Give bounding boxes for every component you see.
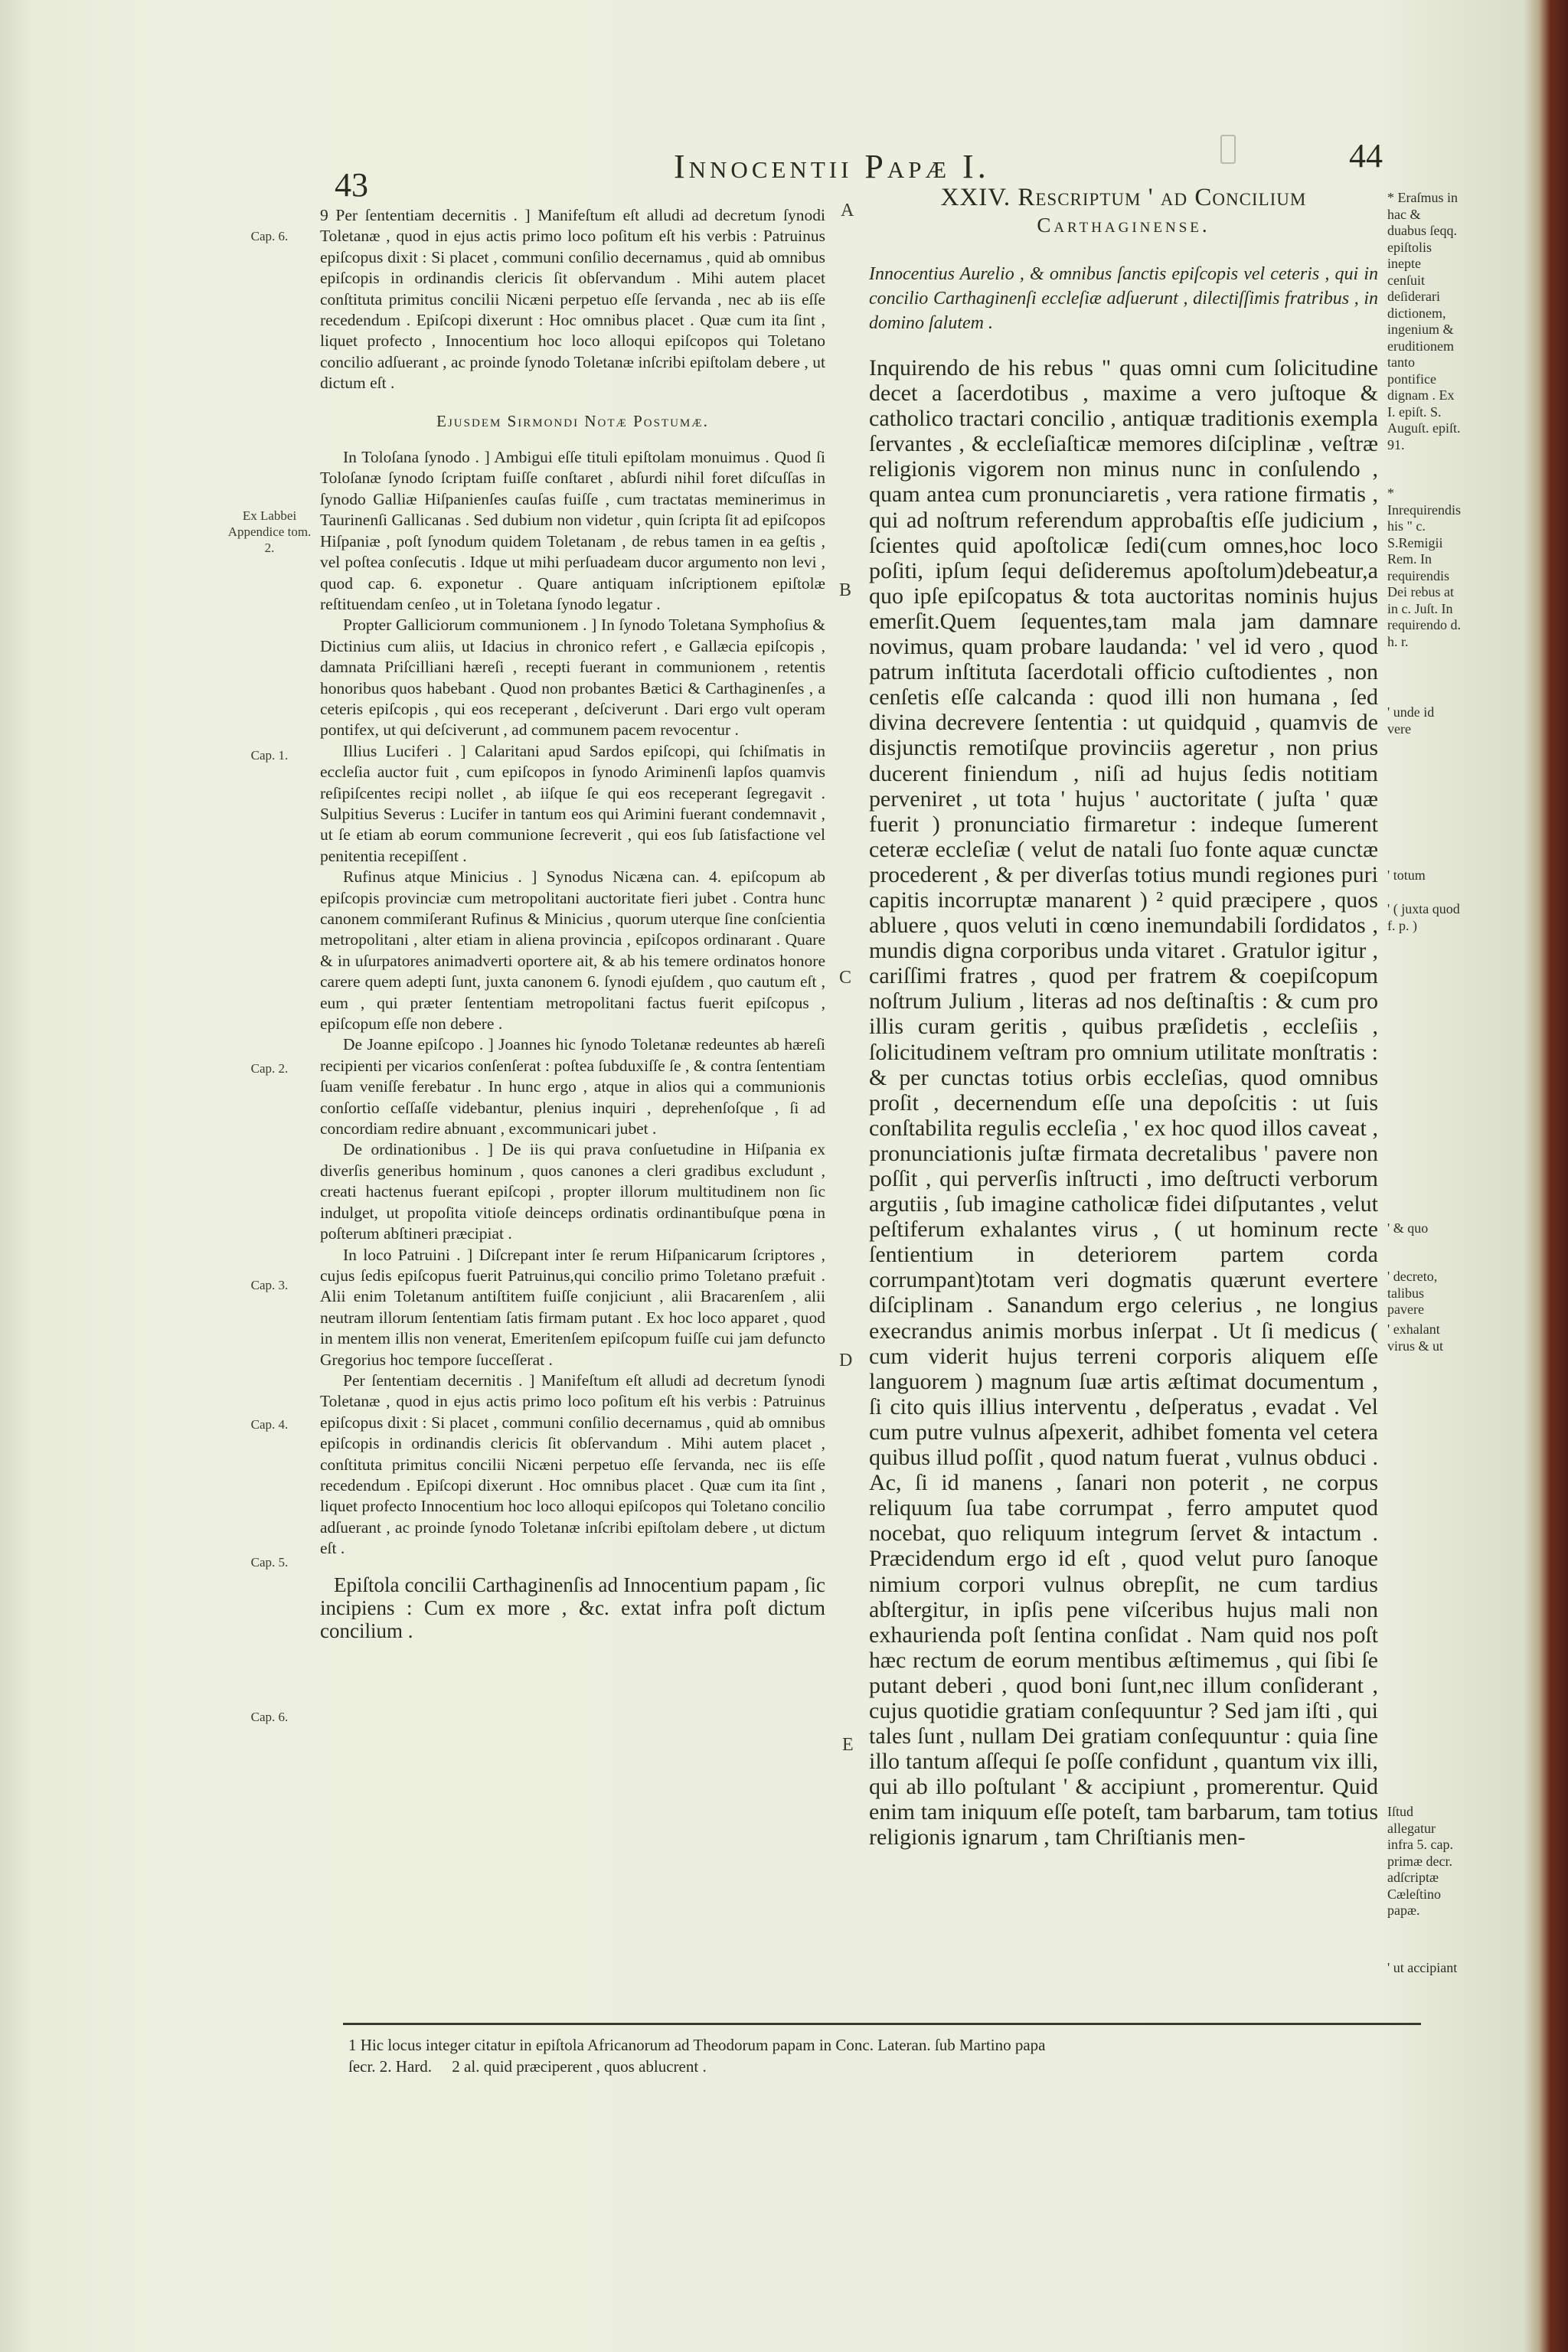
rescript-subtitle: Carthaginense. — [1037, 214, 1210, 237]
margin-cap-label: Cap. 5. — [250, 1555, 289, 1570]
margin-cap-label: Cap. 6. — [250, 1710, 289, 1724]
left-closing-paragraph: Epiſtola concilii Carthaginenſis ad Innocentium papam , ſic incipiens : Cum ex more , &c. extat infra poſt dictum concilium . — [320, 1573, 825, 1642]
rescript-body: Inquirendo de his rebus " quas omni cum ſolicitudine decet a ſacerdotibus , maxime a vero juſtoque & catholico tractari concilio , antiquæ traditionis exempla ſervantes , & eccleſiaſticæ memores diſciplinæ , veſtræ religionis vigorem non minus nunc in conſulendo , quam antea cum pronunciaretis , vera ratione firmatis , qui ad noſtrum referendum approbaſtis eſſe judicium , ſcientes quid apoſtolicæ ſedi(cum omnes,hoc loco poſiti, ipſum ſequi deſideremus apoſtolum)debeatur,a quo ipſe epiſcopatus & tota auctoritas nominis hujus emerſit.Quem ſequentes,tam mala jam damnare novimus, quam probare laudanda: ' vel id vero , quod patrum inſtituta ſacerdotali officio cuſtodientes , non cenſetis eſſe calcanda : quod illi non humana , ſed divina decrevere ſententia : ut quidquid , quamvis de disjunctis remotiſque provinciis ageretur , non prius ducerent finiendum , niſi ad hujus ſedis notitiam perveniret , ut tota ' hujus ' auctoritate ( juſta ' quæ fuerit ) pronunciatio firmaretur : indeque ſumerent ceteræ eccleſiæ ( velut de natali ſuo fonte aquæ cunctæ procederent , & per diverſas totius mundi regiones puri capitis incorruptæ manarent ) ² quid præcipere , quos abluere , quos veluti in cœno inemundabili ſordidatos , mundis digna corporibus unda vitaret . Gratulor igitur , cariſſimi fratres , quod per fratrem & coepiſcopum noſtrum Julium , literas ad nos deſtinaſtis : & cum pro illis curam geritis , quibus præſidetis , eccleſiis , ſolicitudinem veſtram pro omnium utilitate monſtratis : & per cunctas totius orbis eccleſias, quod omnibus proſit , decernendum eſſe una depoſcitis : ut ſuis conſtabilita regulis eccleſia , ' ex hoc quod illos caveat , pronunciationis juſtæ firmata decretalibus ' pavere non poſſit , qui perverſis inſtructi , imo deſtructi verborum argutiis , ſub imagine catholicæ fidei diſputantes , velut peſtiferum exhalantes virus , ( ut hominum recte ſentientium in deteriorem partem corda corrumpant)totam veri dogmatis quærunt evertere diſciplinam . Sanandum ergo celerius , ne longius execrandus animis morbus inſerpat . Ut ſi medicus ( cum viderit hujus terreni corporis aliquem eſſe languorem ) magnum ſuæ artis æſtimat documentum , ſi cito quis illius interventu , deſperatus , evadat . Vel cum putre vulnus aſpexerit, adhibet fomenta vel cetera quibus illud poſſit , quod natum fuerat , vulnus obduci . Ac, ſi id manens , ſanari non poterit , ne corpus reliquum ſua tabe corrumpat , ferro amputet quod nocebat, quo reliquum integrum ſervet & intactum . Præcidendum ergo id eſt , quod velut puro ſanoque nimium corpori vulnus obrepſit, ne cum tardius abſtergitur, in ipſis pene viſceribus hujus mali non exhaurienda poſt ſentina conſidat . Nam quid nos poſt hæc rectum de eorum mentibus æſtimemus , qui ſibi ſe putant deberi , quod boni ſunt,nec illum conſiderant , cujus quotidie gratiam conſequuntur ? Sed jam iſti , qui tales ſunt , nullam Dei gratiam conſequuntur : quia ſine illo tantum aſſequi ſe poſſe confidunt , quantum vix illi, qui ab illo poſtulant ' & accipiunt , promerentur. Quid enim tam iniquum eſſe poteſt, tam barbarum, tam totius religionis ignarum , tam Chriſtianis men- — [869, 355, 1378, 1851]
gutter-letter-c: C — [839, 968, 852, 988]
page-number-right: 44 — [1349, 137, 1383, 175]
page-number-left: 43 — [335, 166, 368, 204]
left-notes-list — [320, 447, 825, 1560]
margin-cap-label: Cap. 1. — [250, 748, 289, 763]
left-note-2: Propter Galliciorum communionem . ] In ſynodo Toletana Symphoſius & Dictinius cum aliis, ut Idacius in chronico refert , e Gallæcia epiſcopis , damnata Priſcilliani hæreſi , recepti fuerant in communionem , retentis honoribus quos habebant . Quod non probantes Bætici & Carthaginenſes , a ceteris epiſcopis , qui eos receperant , deſciverunt . Dari ergo vult operam pontifex, ut qui deſciverunt , ad communem pacem revocentur . — [320, 616, 825, 740]
right-margin-note: ' totum — [1387, 867, 1426, 883]
margin-cap-label: Cap. 3. — [250, 1278, 289, 1292]
left-note-4: Rufinus atque Minicius . ] Synodus Nicæna can. 4. epiſcopum ab epiſcopis provinciæ cum metropolitani auctoritate fieri jubet . Contra hunc canonem commiſerant Rufinus & Minicius , quorum uterque ſine conſcientia metropolitani , alter etiam in aliena provincia , epiſcopos ordinarant . Quare & in uſurpatores animadverti oportere ait, & ab his temere ordinatos honore carere quem adepti ſunt, juxta canonem 6. ſynodi ejuſdem , quo cautum eſt , eum , qui præter ſententiam metropolitani factus fuerit epiſcopus , epiſcopum eſſe non debere . — [320, 867, 825, 1034]
right-margin-note: ' exhalant virus & ut — [1387, 1321, 1444, 1354]
left-note-7: In loco Patruini . ] Diſcrepant inter ſe rerum Hiſpanicarum ſcriptores , cujus ſedis epiſcopus fuerit Patruinus,qui concilio primo Toletano præfuit . Alii enim Toletanum antiſtitem fuiſſe conjiciunt , alii Bracarenſem , alii neutram illorum ſententiam ſatis firmam putant . Ex hoc loco apparet , quod in mentem illis non venerat, Emeritenſem epiſcopum fuiſſe cui jam defuncto Gregorius hoc tempore ſucceſſerat . — [320, 1245, 825, 1369]
rescript-title: XXIV. Rescriptum ' ad Concilium — [940, 184, 1307, 211]
section-heading: Ejusdem Sirmondi Notæ Postumæ. — [436, 411, 709, 430]
running-header-title: Innocentii Papæ I. — [674, 148, 990, 185]
ornament-mark — [1220, 135, 1236, 164]
right-margin-note: * Inrequirendis his " c. S.Remigii Rem. In requirendis Dei rebus at in c. Juſt. In requirendo d. h. r. — [1387, 485, 1461, 649]
gutter-letter-d: D — [839, 1351, 853, 1370]
main-column — [869, 184, 1378, 1851]
right-margin-note: ' unde id vere — [1387, 704, 1435, 737]
right-margin-note: ' & quo — [1387, 1220, 1429, 1236]
margin-cap-label: Cap. 4. — [250, 1417, 289, 1432]
footnote-line-2: ſecr. 2. Hard. 2 al. quid præciperent , quos ablucrent . — [348, 2057, 707, 2076]
right-margin-note: ' ( juxta quod f. p. ) — [1387, 901, 1460, 933]
left-note-5: De Joanne epiſcopo . ] Joannes hic ſynodo Toletanæ redeuntes ab hæreſi recipienti per vicarios conſenſerat : poſtea ſubduxiſſe ſe , & contra ſententiam ſuam veniſſe ferebatur . In hunc ergo , atque in alios qui a communionis conſortio ceſſaſſe videbantur, plenius inquiri , deprehenſoſque , ſi ad concordiam redire abnuant , excommunicari jubet . — [320, 1035, 825, 1138]
left-column — [320, 205, 825, 1642]
footnote-line-1: 1 Hic locus integer citatur in epiſtola Africanorum ad Theodorum papam in Conc. Lateran. ſub Martino papa — [348, 2036, 1046, 2054]
left-top-note: 9 Per ſententiam decernitis . ] Manifeſtum eſt alludi ad decretum ſynodi Toletanæ , quod in ejus actis primo loco poſitum eſt his verbis : Patruinus epiſcopus dixit : Si placet , communi conſilio decernamus , quid ab omnibus epiſcopis in ordinandis clericis ſit obſervandum . Mihi autem placet conſtituta primitus concilii Nicæni perpetuo eſſe ſervanda , nec ab iis eſſe recedendum . Epiſcopi dixerunt : Hoc omnibus placet . Quæ cum ita ſint , liquet profecto , Innocentium hoc loco alloqui epiſcopos qui Toletano concilio adſuerant , ac proinde ſynodo Toletanæ inſcribi epiſtolam debere , ut dictum eſt . — [320, 206, 825, 393]
margin-cap-label: Cap. 2. — [250, 1061, 289, 1076]
left-note-1: In Toloſana ſynodo . ] Ambigui eſſe tituli epiſtolam monuimus . Quod ſi Toloſanæ ſynodo ſcriptam fuiſſe conſtaret , abſurdi nihil foret diſcuſſas in ſynodo Galliæ Hiſpanienſes cauſas fuiſſe , cum tractatas meminerimus in Taurinenſi Gallicanas . Sed dubium non videtur , quin ſcripta ſit ad epiſcopos Hiſpaniæ , poſt ſynodum quidem Toletanam , de rebus tamen in ea geſtis , vel poſtea conſecutis . Idque ut mihi perſuadeam ducor argumento non levi , quod cap. 6. exponetur . Quare antiquam inſcriptionem epiſtolæ reſtituendam cenſeo , ut in Toletana ſynodo legatur . — [320, 448, 825, 613]
gutter-letter-e: E — [842, 1735, 854, 1755]
gutter-letter-a: A — [841, 201, 854, 220]
left-note-8: Per ſententiam decernitis . ] Manifeſtum eſt alludi ad decretum ſynodi Toletanæ , quod in ejus actis primo loco poſitum eſt his verbis : Patruinus epiſcopus dixit : Si placet , communi conſilio decernamus , quid ab omnibus epiſcopis in ordinandis clericis ſit obſervandum . Mihi autem placet , conſtituta primitus concilii Nicæni perpetuo eſſe ſervanda, nec iis eſſe recedendum . Epiſcopi dixerunt . Hoc omnibus placet . Quæ cum ita ſint , liquet profecto Innocentium hoc loco alloqui epiſcopos qui Toletano concilio adſuerant , ac proinde ſynodo Toletanæ inſcribi epiſtolam debere , ut dictum eſt . — [320, 1370, 825, 1558]
margin-cap-label: Cap. 6. — [250, 229, 289, 243]
right-margin-note: * Eraſmus in hac & duabus ſeqq. epiſtolis inepte cenſuit deſiderari dictionem, ingenium & eruditionem tanto pontifice dignam . Ex I. epiſt. S. Auguſt. epiſt. 91. — [1387, 190, 1461, 452]
gutter-letter-b: B — [839, 580, 852, 600]
right-margin-note: ' ut accipiant — [1387, 1960, 1458, 1975]
footnote-rule — [343, 2023, 1421, 2025]
right-margin-note: ' decreto, talibus pavere — [1387, 1269, 1438, 1317]
salutation: Innocentius Aurelio , & omnibus ſanctis epiſcopis vel ceteris , qui in concilio Carthaginenſi eccleſiæ adſuerunt , dilectiſſimis fratribus , in domino ſalutem . — [869, 264, 1378, 333]
left-note-6: De ordinationibus . ] De iis qui prava conſuetudine in Hiſpania ex diverſis generibus hominum , quos canones a cleri gradibus excludunt , creati hactenus fuerant epiſcopi , propter illorum multitudinem non ſic indulget, ut propoſita vitioſe deinceps ordinatis ordinantibuſque pœna in poſterum abſtineri præcipiat . — [320, 1140, 825, 1243]
margin-cap-label: Ex Labbei Appendice tom. 2. — [227, 508, 312, 555]
left-note-3: Illius Luciferi . ] Calaritani apud Sardos epiſcopi, qui ſchiſmatis in eccleſia auctor fuit , cum epiſcopos in ſynodo Ariminenſi lapſos quamvis reſipiſcentes recipi nollet , ab iiſque ſe qui eos receperant ſegregavit . Sulpitius Severus : Lucifer in tantum eos qui Arimini fuerant condemnavit , ut ſe etiam ab eorum communione ſecreverit , qui eos ſub ſatisfactione vel penitentia recepiſſent . — [320, 741, 825, 865]
right-margin-note: Iſtud allegatur infra 5. cap. primæ decr. adſcriptæ Cæleſtino papæ. — [1387, 1804, 1453, 1918]
